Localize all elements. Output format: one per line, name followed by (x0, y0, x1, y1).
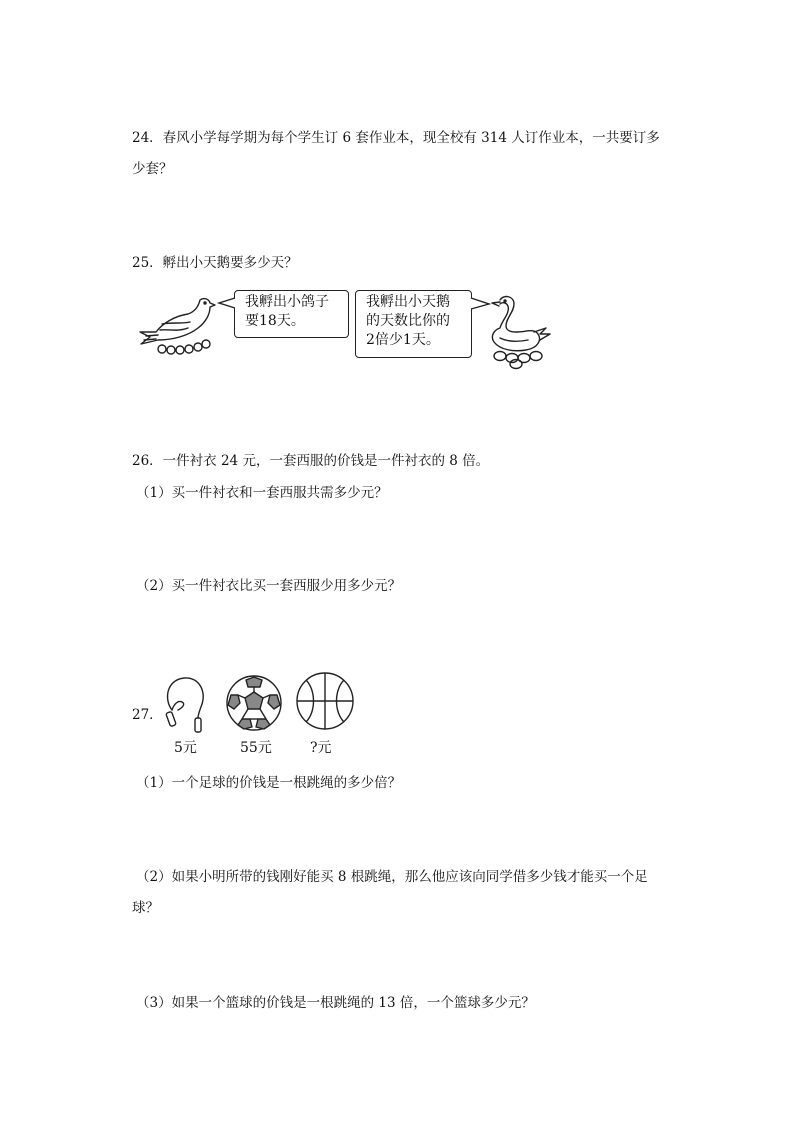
q25-question: 25．孵出小天鹅要多少天？ (132, 255, 298, 271)
q24-line1: 24．春风小学每学期为每个学生订 6 套作业本，现全校有 314 人订作业本，一共要订多 (132, 130, 660, 146)
swan-icon (486, 294, 556, 370)
basketball-icon (296, 672, 354, 730)
q24-line2: 少套？ (132, 161, 173, 177)
swan-bubble-line1: 我孵出小天鹅 (366, 294, 450, 310)
q27-part2-line1: （2）如果小明所带的钱刚好能买 8 根跳绳，那么他应该向同学借多少钱才能买一个足 (136, 869, 648, 885)
swan-bubble-line2: 的天数比你的 (366, 313, 450, 329)
jump-rope-icon (160, 674, 210, 732)
jump-rope-price: 5元 (174, 740, 197, 756)
pigeon-speech-bubble (234, 290, 349, 338)
q27-part2-line2: 球？ (132, 900, 159, 916)
soccer-ball-price: 55元 (240, 740, 272, 756)
q26-part1: （1）买一件衬衣和一套西服共需多少元？ (136, 485, 388, 501)
basketball-price: ?元 (310, 740, 332, 756)
q27-number: 27． (132, 707, 163, 723)
soccer-ball-icon (226, 675, 282, 731)
q27-part3: （3）如果一个篮球的价钱是一根跳绳的 13 倍，一个篮球多少元？ (136, 995, 535, 1011)
swan-speech-bubble (355, 290, 472, 358)
q26-part2: （2）买一件衬衣比买一套西服少用多少元？ (136, 578, 402, 594)
swan-bubble-line3: 2倍少1天。 (366, 332, 440, 348)
pigeon-icon (138, 294, 218, 358)
q27-part1: （1）一个足球的价钱是一根跳绳的多少倍？ (136, 775, 402, 791)
pigeon-bubble-line1: 我孵出小鸽子 (245, 294, 329, 310)
q26-question: 26．一件衬衣 24 元，一套西服的价钱是一件衬衣的 8 倍。 (132, 453, 490, 469)
pigeon-bubble-line2: 要18天。 (245, 313, 305, 329)
pigeon-bubble-pointer (218, 296, 236, 312)
